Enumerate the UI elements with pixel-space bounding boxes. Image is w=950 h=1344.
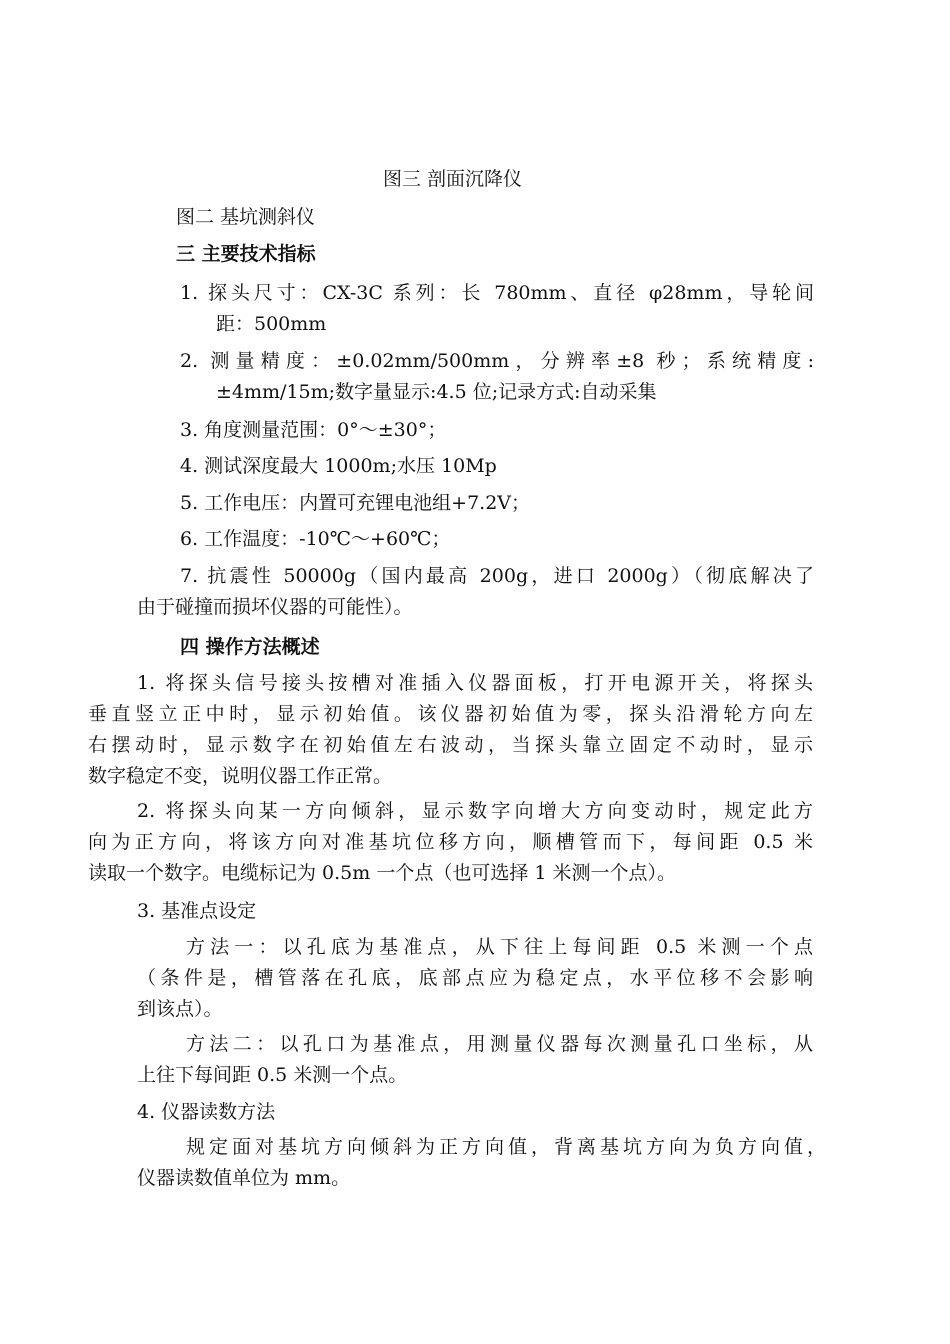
spec-item-6: 6. 工作温度：-10℃～+60℃； [180, 528, 451, 550]
figure-caption-2: 图二 基坑测斜仪 [176, 206, 316, 228]
subsection-reading-title: 4. 仪器读数方法 [137, 1101, 276, 1123]
spec-item-3: 3. 角度测量范围：0°～±30°； [180, 419, 447, 441]
method-1-line2: （条件是，槽管落在孔底，底部点应为稳定点，水平位移不会影响 [137, 967, 813, 989]
spec-item-7-line2: 由于碰撞而损坏仪器的可能性）。 [137, 596, 413, 618]
figure-caption-3: 图三 剖面沉降仪 [383, 168, 523, 190]
subsection-baseline-title: 3. 基准点设定 [137, 900, 257, 922]
spec-item-1-line2: 距：500mm [216, 313, 327, 335]
paragraph-1-line4: 数字稳定不变，说明仪器工作正常。 [88, 765, 393, 787]
section-heading-operation: 四 操作方法概述 [180, 636, 320, 658]
paragraph-1-line3: 右摆动时，显示数字在初始值左右波动，当探头靠立固定不动时，显示 [88, 734, 813, 756]
reading-line2: 仪器读数值单位为 mm。 [137, 1167, 351, 1189]
spec-item-2-line2: ±4mm/15m;数字量显示:4.5 位;记录方式:自动采集 [216, 381, 657, 403]
paragraph-1-line2: 垂直竖立正中时，显示初始值。该仪器初始值为零，探头沿滑轮方向左 [88, 703, 813, 725]
method-2-line2: 上往下每间距 0.5 米测一个点。 [137, 1064, 408, 1086]
paragraph-1-line1: 1. 将探头信号接头按槽对准插入仪器面板，打开电源开关，将探头 [137, 672, 813, 694]
section-heading-specs: 三 主要技术指标 [176, 243, 316, 265]
paragraph-2-line3: 读取一个数字。电缆标记为 0.5m 一个点（也可选择 1 米测一个点）。 [88, 862, 676, 884]
spec-item-1-line1: 1. 探头尺寸：CX-3C 系列：长 780mm、直径 φ28mm，导轮间 [180, 282, 814, 304]
paragraph-2-line1: 2. 将探头向某一方向倾斜，显示数字向增大方向变动时，规定此方 [137, 800, 813, 822]
spec-item-2-line1: 2. 测量精度：±0.02mm/500mm，分辨率±8 秒；系统精度: [180, 350, 814, 372]
reading-line1: 规定面对基坑方向倾斜为正方向值，背离基坑方向为负方向值， [186, 1136, 826, 1158]
spec-item-7-line1: 7. 抗震性 50000g（国内最高 200g，进口 2000g）（彻底解决了 [180, 565, 814, 587]
spec-item-4: 4. 测试深度最大 1000m;水压 10Mp [180, 455, 497, 477]
method-1-line3: 到该点）。 [137, 998, 223, 1020]
method-1-line1: 方法一：以孔底为基准点，从下往上每间距 0.5 米测一个点 [186, 936, 813, 958]
spec-item-5: 5. 工作电压：内置可充锂电池组+7.2V； [180, 492, 531, 514]
method-2-line1: 方法二：以孔口为基准点，用测量仪器每次测量孔口坐标，从 [186, 1033, 813, 1055]
paragraph-2-line2: 向为正方向，将该方向对准基坑位移方向，顺槽管而下，每间距 0.5 米 [88, 831, 813, 853]
